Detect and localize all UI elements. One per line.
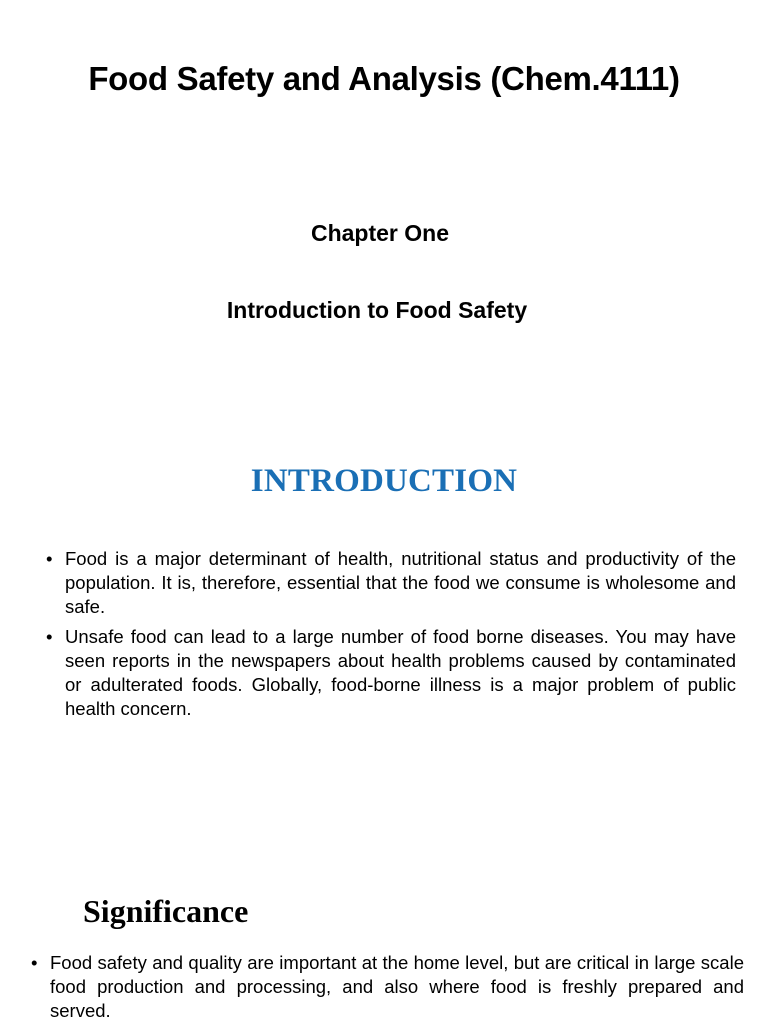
document-title: Food Safety and Analysis (Chem.4111) bbox=[88, 60, 680, 97]
introduction-bullet-list bbox=[46, 547, 736, 727]
list-item bbox=[31, 951, 744, 1023]
chapter-label: Chapter One bbox=[310, 220, 450, 246]
list-item bbox=[46, 547, 736, 619]
bullet-text: Food is a major determinant of health, nutritional status and productivity of the population. It is, therefore, essential that the food we consume is wholesome and safe. bbox=[65, 548, 736, 617]
bullet-icon: • bbox=[46, 626, 53, 647]
bullet-text: Food safety and quality are important at the home level, but are critical in large scale food production and processing, and also where food is freshly prepared and served. bbox=[50, 952, 744, 1021]
chapter-subtitle: Introduction to Food Safety bbox=[226, 297, 528, 323]
significance-heading: Significance bbox=[83, 893, 249, 929]
bullet-icon: • bbox=[31, 952, 38, 973]
bullet-icon: • bbox=[46, 548, 53, 569]
significance-bullet-list bbox=[31, 951, 744, 1024]
introduction-heading: INTRODUCTION bbox=[250, 463, 518, 499]
bullet-text: Unsafe food can lead to a large number of food borne diseases. You may have seen reports in the newspapers about health problems caused by contaminated or adulterated foods. Globally, food-borne illness is a major problem of public health concern. bbox=[65, 626, 736, 719]
list-item bbox=[46, 625, 736, 721]
